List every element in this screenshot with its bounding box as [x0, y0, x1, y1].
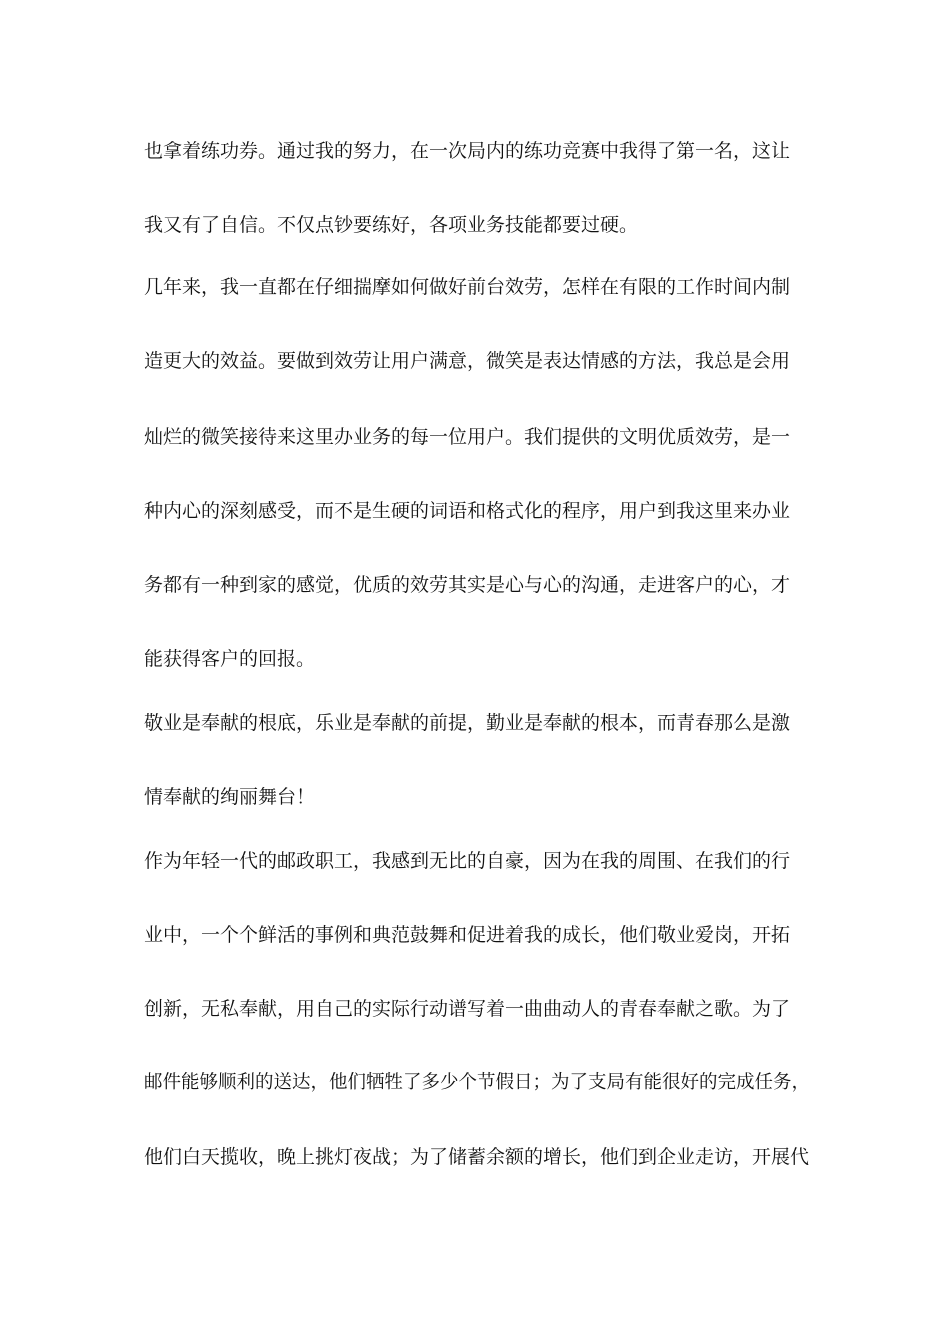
text-line: 情奉献的绚丽舞台！: [144, 786, 316, 808]
text-line: 能获得客户的回报。: [144, 648, 316, 670]
text-line: 敬业是奉献的根底，乐业是奉献的前提，勤业是奉献的根本，而青春那么是激: [144, 712, 791, 734]
text-line: 种内心的深刻感受，而不是生硬的词语和格式化的程序，用户到我这里来办业: [144, 500, 791, 522]
text-line: 几年来，我一直都在仔细揣摩如何做好前台效劳，怎样在有限的工作时间内制: [144, 276, 791, 298]
text-line: 也拿着练功券。通过我的努力，在一次局内的练功竞赛中我得了第一名，这让: [144, 140, 791, 162]
text-line: 作为年轻一代的邮政职工，我感到无比的自豪，因为在我的周围、在我们的行: [144, 850, 791, 872]
text-line: 造更大的效益。要做到效劳让用户满意，微笑是表达情感的方法，我总是会用: [144, 350, 791, 372]
text-line: 务都有一种到家的感觉，优质的效劳其实是心与心的沟通，走进客户的心，才: [144, 574, 791, 596]
text-line: 灿烂的微笑接待来这里办业务的每一位用户。我们提供的文明优质效劳，是一: [144, 426, 791, 448]
text-line: 我又有了自信。不仅点钞要练好，各项业务技能都要过硬。: [144, 214, 639, 236]
text-line: 业中，一个个鲜活的事例和典范鼓舞和促进着我的成长，他们敬业爱岗，开拓: [144, 924, 791, 946]
text-line: 邮件能够顺利的送达，他们牺牲了多少个节假日；为了支局有能很好的完成任务，: [144, 1072, 811, 1093]
text-line: 创新，无私奉献，用自己的实际行动谱写着一曲曲动人的青春奉献之歌。为了: [144, 998, 791, 1020]
text-line: 他们白天揽收，晚上挑灯夜战；为了储蓄余额的增长，他们到企业走访，开展代: [144, 1146, 810, 1168]
